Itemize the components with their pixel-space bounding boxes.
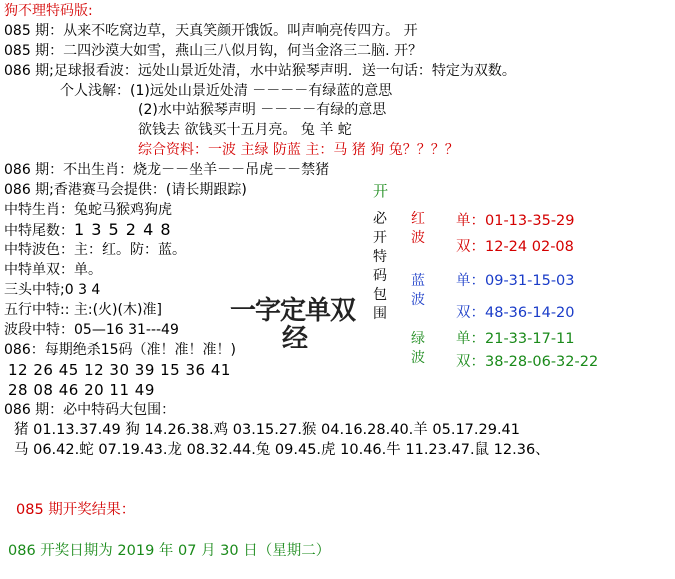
prediction-line-5: 中特波色：主：红。防：蓝。 (4, 242, 186, 258)
prediction-line-1: 086 期：不出生肖：烧龙－－坐羊－－吊虎－－禁猪 (4, 162, 330, 178)
red-odd-numbers: 单：01-13-35-29 (456, 213, 575, 229)
red-wave-label: 红波 (411, 211, 425, 246)
prediction-line-9: 波段中特：05—16 31---49 (4, 322, 179, 338)
intro-line-5: (2)水中站猴琴声明 －－－－有绿的意思 (138, 102, 387, 118)
zodiac-numbers-line-2: 马 06.42.蛇 07.19.43.龙 08.32.44.兔 09.45.虎 10.46.牛 11.23.47.鼠 12.36、 (14, 442, 550, 458)
stamp-line-2: 经 (282, 324, 308, 354)
green-even-numbers: 双：38-28-06-32-22 (456, 354, 599, 370)
intro-line-3: 086 期;足球报看波：远处山景近处清，水中站猴琴声明．送一句话：特定为双数。 (4, 63, 516, 79)
blue-odd-numbers: 单：09-31-15-03 (456, 273, 575, 289)
prediction-line-8: 五行中特:: 主:(火)(木)准] (4, 302, 162, 318)
prediction-line-6: 中特单双：单。 (4, 262, 102, 278)
side-vertical-label: 必开特码包围 (373, 211, 387, 322)
prediction-line-3: 中特生肖：兔蛇马猴鸡狗虎 (4, 202, 172, 218)
prediction-line-7: 三头中特;0 3 4 (4, 282, 101, 298)
red-even-numbers: 双：12-24 02-08 (456, 239, 574, 255)
green-odd-numbers: 单：21-33-17-11 (456, 331, 575, 347)
prediction-line-2: 086 期;香港赛马会提供：(请长期跟踪) (4, 182, 247, 198)
prediction-line-4 (4, 221, 172, 240)
draw-date: 086 开奖日期为 2019 年 07 月 30 日（星期二） (8, 543, 331, 559)
draw-result-label: 085 期开奖结果： (16, 502, 136, 518)
tail-digits-label: 中特尾数： (4, 223, 74, 239)
blue-wave-label: 蓝波 (411, 273, 425, 308)
prediction-line-10: 086：每期绝杀15码（准！准！准！) (4, 342, 236, 358)
green-wave-label: 绿波 (411, 331, 425, 366)
intro-line-4: 个人浅解：(1)远处山景近处清 －－－－有绿蓝的意思 (60, 83, 393, 99)
kill-numbers-line-1: 12 26 45 12 30 39 15 36 41 (8, 361, 231, 379)
zodiac-numbers-line-1: 猪 01.13.37.49 狗 14.26.38.鸡 03.15.27.猴 04.16.28.40.羊 05.17.29.41 (14, 422, 521, 438)
intro-line-1: 085 期：从来不吃窝边草，天真笑颜开饿饭。叫声响亮传四方。 开 (4, 23, 418, 39)
intro-summary: 综合资料：一波 主绿 防蓝 主：马 猪 狗 兔？？？？ (138, 142, 459, 158)
side-open-label: 开 (373, 182, 389, 200)
page-title: 狗不理特码版: (4, 3, 93, 19)
intro-line-6: 欲钱去 欲钱买十五月亮。 兔 羊 蛇 (138, 122, 352, 138)
stamp-line-1: 一字定单双 (230, 296, 356, 326)
intro-line-2: 085 期：二四沙漠大如雪，燕山三八似月钩，何当金洛三二脑. 开？ (4, 43, 423, 59)
tail-digits-value: 1 3 5 2 4 8 (74, 220, 172, 239)
kill-numbers-line-2: 28 08 46 20 11 49 (8, 381, 155, 399)
prediction-line-11: 086 期：必中特码大包围： (4, 402, 176, 418)
blue-even-numbers: 双：48-36-14-20 (456, 305, 575, 321)
